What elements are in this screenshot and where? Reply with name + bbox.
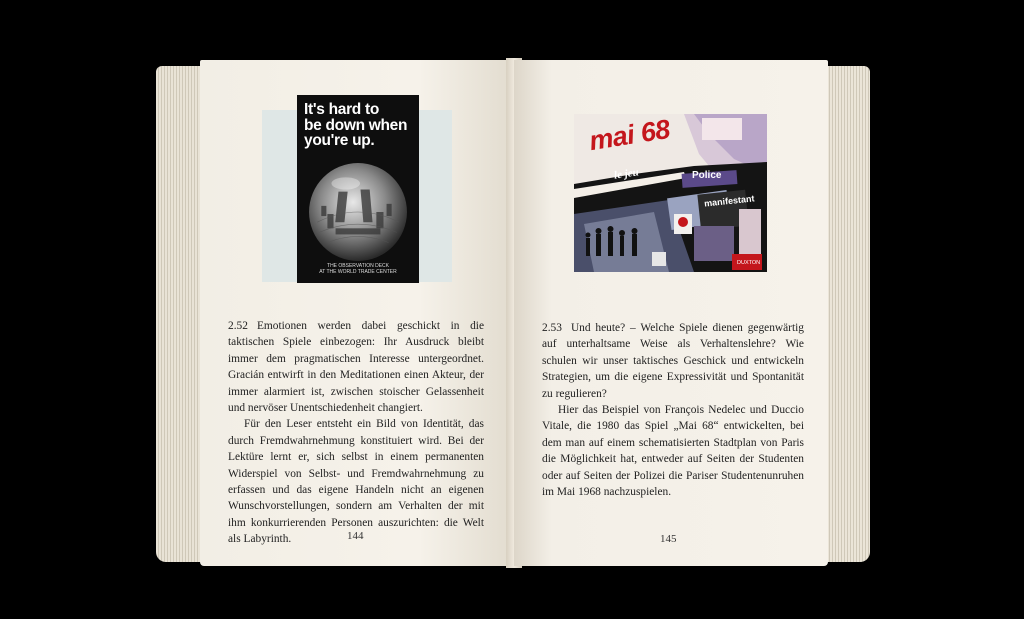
left-page [200, 60, 512, 566]
poster-headline-line: you're up. [304, 132, 375, 149]
right-page-edges [826, 66, 870, 562]
paragraph-text: Und heute? – Welche Spiele dienen gegenwärtig auf unterhaltsame Weise als Verhaltenslehre? Wie schulen wir unser taktisches Geschick und entwickeln Strategien, um die eigene Expressivität und Spontanität zu regulieren? [542, 322, 804, 400]
left-page-edges [156, 66, 206, 562]
manifestant-label: manifestant [703, 193, 755, 209]
paragraph [542, 320, 804, 402]
poster-caption-line: AT THE WORLD TRADE CENTER [319, 269, 397, 275]
game-title: mai 68 [587, 114, 672, 157]
section-number: 2.52 [228, 320, 248, 332]
fisheye-city-globe [307, 161, 409, 263]
poster-headline [304, 102, 414, 149]
poster-caption-line: THE OBSERVATION DECK [327, 263, 389, 269]
paragraph: Hier das Beispiel von François Nedelec und Duccio Vitale, die 1980 das Spiel „Mai 68“ entwickelten, bei dem man auf einem schematisierten Stadtplan von Paris die Möglichkeit hat, entweder auf Seiten der Studenten oder auf Seiten der Polizei die Pariser Studentenunruhen im Mai 1968 nachzuspielen. [542, 404, 804, 499]
section-number: 2.53 [542, 322, 562, 334]
police-label: Police [692, 170, 722, 181]
paragraph [228, 318, 484, 416]
poster-headline-line: It's hard to [304, 101, 380, 118]
page-number: 144 [347, 530, 364, 542]
poster-caption [297, 263, 419, 275]
left-body-text [228, 318, 484, 548]
paragraph: Für den Leser entsteht ein Bild von Identität, das durch Fremdwahrnehmung konstituiert wird. Bei der Lektüre lernt er, sich selbst in einem permanenten Widerspiel von Selbst- und Fremdwahrnehmung zu erfassen und das eigene Handeln nicht an eigenen Wunschvorstellungen, sondern am Verhalten der mit ihm konkurrierenden Personen auszurichten: die Welt als Labyrinth. [228, 418, 484, 546]
wtc-poster [297, 95, 419, 283]
poster-headline-line: be down when [304, 116, 408, 134]
game-brand: DUXTON [737, 260, 761, 266]
game-subtitle: le jeu [613, 166, 640, 182]
paragraph-text: Emotionen werden dabei geschickt in die taktischen Spiele einbezogen: Ihr Ausdruck bleibt immer dem pragmatischen Interesse untergeordnet. Gracián entwirft in den Meditationen einen Akteur, der immer alarmiert ist, zwischen stoischer Gelassenheit und nervöser Unentschiedenheit changiert. [228, 320, 484, 415]
page-number: 145 [660, 533, 677, 545]
right-body-text [542, 320, 804, 500]
mai68-game-image [574, 114, 767, 272]
right-page [514, 60, 828, 566]
